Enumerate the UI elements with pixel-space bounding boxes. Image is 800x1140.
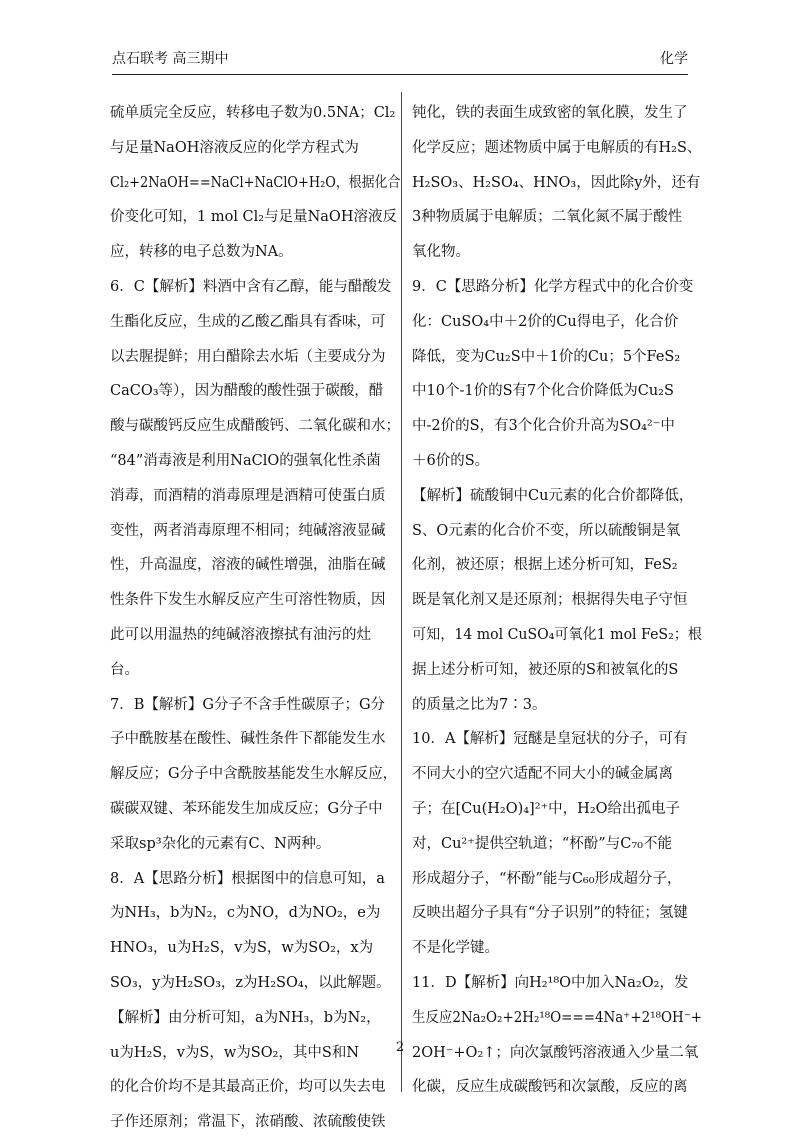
text-line bbox=[412, 1001, 702, 1036]
text-line-content: 【解析】硫酸铜中Cu元素的化合价都降低， bbox=[412, 487, 694, 504]
right-column bbox=[412, 96, 702, 1105]
text-line-content: 10．A【解析】冠醚是皇冠状的分子，可有 bbox=[412, 731, 688, 748]
text-line bbox=[110, 1105, 400, 1140]
text-line bbox=[412, 131, 702, 166]
text-line-content: 据上述分析可知，被还原的S和被氧化的S bbox=[412, 661, 679, 678]
text-line-content: SO₃，y为H₂SO₃，z为H₂SO₄，以此解题。 bbox=[110, 974, 391, 991]
text-line bbox=[110, 1001, 400, 1036]
text-line-content: 不是化学键。 bbox=[412, 940, 499, 957]
text-line bbox=[110, 792, 400, 827]
text-line-content: 性，升高温度，溶液的碱性增强，油脂在碱 bbox=[110, 557, 386, 574]
text-line-content: 的质量之比为7∶3。 bbox=[412, 696, 547, 713]
text-line-content: 生反应2Na₂O₂+2H₂¹⁸O===4Na⁺+2¹⁸OH⁻+ bbox=[412, 1009, 703, 1026]
text-line bbox=[412, 96, 702, 131]
text-line-content: 7．B【解析】G分子不含手性碳原子；G分 bbox=[110, 696, 386, 713]
text-line-content: 酸与碳酸钙反应生成醋酸钙、二氧化碳和水； bbox=[110, 418, 400, 435]
text-line-content: 子；在[Cu(H₂O)₄]²⁺中，H₂O给出孤电子 bbox=[412, 800, 681, 817]
text-line bbox=[412, 340, 702, 375]
header-rule bbox=[112, 74, 688, 75]
column-divider bbox=[401, 92, 402, 1092]
text-line-content: 台。 bbox=[110, 661, 139, 678]
text-line-content: 的化合价均不是其最高正价，均可以失去电 bbox=[110, 1079, 386, 1096]
text-line bbox=[412, 270, 702, 305]
text-line-content: 对，Cu²⁺提供空轨道；“杯酚”与C₇₀不能 bbox=[412, 835, 672, 852]
text-line bbox=[110, 827, 400, 862]
text-line-content: 化学反应；题述物质中属于电解质的有H₂S、 bbox=[412, 139, 702, 156]
text-line-content: 碳碳双键、苯环能发生加成反应；G分子中 bbox=[110, 800, 383, 817]
text-line bbox=[110, 409, 400, 444]
text-line bbox=[412, 618, 702, 653]
text-line-content: 中-2价的S，有3个化合价升高为SO₄²⁻中 bbox=[412, 418, 675, 435]
text-line bbox=[412, 200, 702, 235]
text-line bbox=[110, 444, 400, 479]
text-line-content: 变性，两者消毒原理不相同；纯碱溶液显碱 bbox=[110, 522, 386, 539]
text-line-content: 以去腥提鲜；用白醋除去水垢（主要成分为 bbox=[110, 348, 386, 365]
text-line-content: 与足量NaOH溶液反应的化学方程式为 bbox=[110, 139, 359, 156]
header-exam-title: 点石联考 高三期中 bbox=[112, 51, 229, 67]
text-line-content: 为NH₃，b为N₂，c为NO，d为NO₂，e为 bbox=[110, 905, 381, 922]
text-line bbox=[110, 374, 400, 409]
text-line bbox=[412, 931, 702, 966]
text-line bbox=[412, 653, 702, 688]
text-line-content: 采取sp³杂化的元素有C、N两种。 bbox=[110, 835, 331, 852]
text-line-content: ＋6价的S。 bbox=[412, 452, 490, 469]
text-line bbox=[412, 583, 702, 618]
text-line-content: HNO₃，u为H₂S，v为S，w为SO₂，x为 bbox=[110, 940, 374, 957]
text-line bbox=[110, 270, 400, 305]
text-line-content: 化：CuSO₄中＋2价的Cu得电子，化合价 bbox=[412, 313, 679, 330]
text-line bbox=[412, 374, 702, 409]
page-header bbox=[112, 48, 688, 74]
text-line bbox=[412, 235, 702, 270]
text-line bbox=[110, 96, 400, 131]
text-line bbox=[110, 688, 400, 723]
text-line-content: 【解析】由分析可知，a为NH₃，b为N₂， bbox=[110, 1009, 381, 1026]
text-line bbox=[412, 896, 702, 931]
text-line-content: 6．C【解析】料酒中含有乙醇，能与醋酸发 bbox=[110, 278, 392, 295]
text-line-content: “84”消毒液是利用NaClO的强氧化性杀菌 bbox=[110, 452, 381, 469]
text-line-content: 既是氧化剂又是还原剂；根据得失电子守恒 bbox=[412, 592, 688, 609]
text-line-content: 化剂，被还原；根据上述分析可知，FeS₂ bbox=[412, 557, 678, 574]
text-line bbox=[110, 166, 400, 201]
text-line-content: 生酯化反应，生成的乙酸乙酯具有香味，可 bbox=[110, 313, 386, 330]
text-line bbox=[110, 200, 400, 235]
text-line bbox=[412, 966, 702, 1001]
text-line-content: 11．D【解析】向H₂¹⁸O中加入Na₂O₂，发 bbox=[412, 974, 689, 991]
text-line bbox=[412, 166, 702, 201]
text-line bbox=[110, 1070, 400, 1105]
text-line bbox=[412, 305, 702, 340]
text-line-content: 子作还原剂；常温下，浓硝酸、浓硫酸使铁 bbox=[110, 1114, 386, 1131]
text-line-content: 子中酰胺基在酸性、碱性条件下都能发生水 bbox=[110, 731, 386, 748]
text-line bbox=[110, 514, 400, 549]
text-line-content: 消毒，而酒精的消毒原理是酒精可使蛋白质 bbox=[110, 487, 386, 504]
text-line bbox=[412, 757, 702, 792]
text-line-content: 可知，14 mol CuSO₄可氧化1 mol FeS₂；根 bbox=[412, 626, 702, 643]
text-line-content: 化碳，反应生成碳酸钙和次氯酸，反应的离 bbox=[412, 1079, 688, 1096]
text-line-content: 此可以用温热的纯碱溶液擦拭有油污的灶 bbox=[110, 626, 371, 643]
text-line bbox=[110, 931, 400, 966]
page-number: 2 bbox=[395, 1040, 405, 1055]
text-line-content: CaCO₃等），因为醋酸的酸性强于碳酸，醋 bbox=[110, 383, 384, 400]
text-line bbox=[110, 653, 400, 688]
text-line bbox=[412, 479, 702, 514]
text-line-content: 不同大小的空穴适配不同大小的碱金属离 bbox=[412, 766, 673, 783]
text-line-content: 氧化物。 bbox=[412, 244, 470, 261]
text-line bbox=[110, 757, 400, 792]
text-line-content: H₂SO₃、H₂SO₄、HNO₃，因此除y外，还有 bbox=[412, 174, 701, 191]
text-line bbox=[110, 966, 400, 1001]
text-line-content: 价变化可知，1 mol Cl₂与足量NaOH溶液反 bbox=[110, 209, 397, 226]
text-line-content: 解反应；G分子中含酰胺基能发生水解反应， bbox=[110, 766, 398, 783]
text-line bbox=[412, 444, 702, 479]
text-line-content: 应，转移的电子总数为NA。 bbox=[110, 244, 293, 261]
header-subject: 化学 bbox=[660, 51, 688, 67]
text-line-content: S、O元素的化合价不变，所以硫酸铜是氧 bbox=[412, 522, 681, 539]
text-line-content: 9．C【思路分析】化学方程式中的化合价变 bbox=[412, 278, 694, 295]
text-line bbox=[412, 514, 702, 549]
text-line bbox=[412, 1070, 702, 1105]
text-line-content: Cl₂+2NaOH==NaCl+NaClO+H₂O，根据化合 bbox=[110, 174, 401, 191]
text-line bbox=[412, 722, 702, 757]
text-line bbox=[412, 688, 702, 723]
text-line-content: 2OH⁻+O₂↑；向次氯酸钙溶液通入少量二氧 bbox=[412, 1044, 699, 1061]
text-line bbox=[110, 722, 400, 757]
text-line bbox=[110, 131, 400, 166]
text-line bbox=[110, 548, 400, 583]
text-line-content: u为H₂S，v为S，w为SO₂，其中S和N bbox=[110, 1044, 360, 1061]
text-line bbox=[110, 235, 400, 270]
text-line bbox=[110, 479, 400, 514]
text-line bbox=[110, 618, 400, 653]
text-line-content: 钝化，铁的表面生成致密的氧化膜，发生了 bbox=[412, 105, 688, 121]
text-line bbox=[412, 548, 702, 583]
text-line-content: 性条件下发生水解反应产生可溶性物质，因 bbox=[110, 592, 386, 609]
text-line-content: 硫单质完全反应，转移电子数为0.5NA；Cl₂ bbox=[110, 105, 396, 121]
text-line-content: 反映出超分子具有“分子识别”的特征；氢键 bbox=[412, 905, 688, 922]
text-line-content: 3种物质属于电解质；二氧化氮不属于酸性 bbox=[412, 209, 683, 226]
text-line-content: 8．A【思路分析】根据图中的信息可知，a bbox=[110, 870, 385, 887]
text-line bbox=[110, 583, 400, 618]
text-line bbox=[110, 305, 400, 340]
text-line bbox=[412, 409, 702, 444]
left-column bbox=[110, 96, 400, 1140]
text-line bbox=[110, 340, 400, 375]
text-line-content: 形成超分子，“杯酚”能与C₆₀形成超分子， bbox=[412, 870, 682, 887]
text-line-content: 中10个-1价的S有7个化合价降低为Cu₂S bbox=[412, 383, 674, 400]
text-line bbox=[110, 896, 400, 931]
text-line bbox=[412, 792, 702, 827]
text-line bbox=[412, 827, 702, 862]
text-line-content: 降低，变为Cu₂S中＋1价的Cu；5个FeS₂ bbox=[412, 348, 681, 365]
text-line bbox=[110, 862, 400, 897]
text-line bbox=[412, 862, 702, 897]
